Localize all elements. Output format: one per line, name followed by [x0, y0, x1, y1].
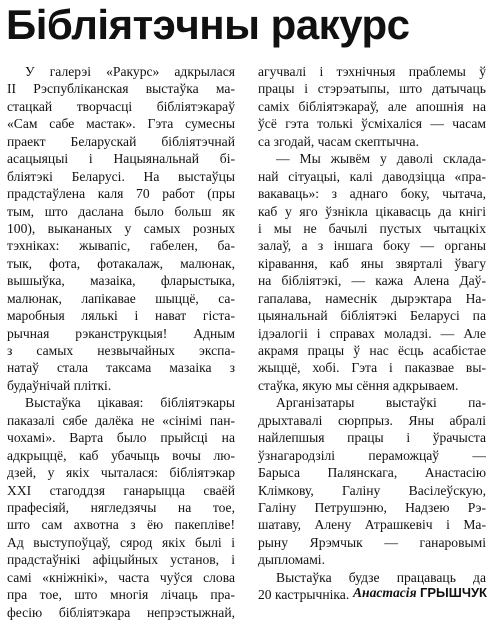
text-line: натаў стала таксама мазаіка з: [7, 360, 235, 376]
text-line: што сам ахвотна з ёю пакепліве!: [7, 517, 235, 533]
text-line: бліятэкі Беларусі. На выстаўцы: [7, 168, 235, 184]
text-line: асацыяцыі і Нацыянальнай бі-: [7, 151, 235, 167]
text-line: прадстаўлена каля 70 работ (пры: [7, 186, 235, 202]
text-line: будаўнічай пліткі.: [7, 377, 112, 393]
text-line: шатаву, Алену Атрашкевіч і Ма-: [258, 517, 486, 533]
text-line: адкрыццё, каб убачыць вочы лю-: [7, 447, 235, 463]
author-first-name: Анастасія: [352, 585, 417, 600]
text-line: ідэалогіі і справах моладзі. — Але: [258, 325, 486, 341]
text-line: дрыхтавалі сюрпрыз. Яны абралі: [258, 412, 486, 428]
text-line: вакаваць»: з аднаго боку, чытача,: [258, 186, 486, 202]
article-headline: Бібліятэчны ракурс: [6, 1, 410, 48]
text-line: тык, фота, фотакалаж, малюнак,: [7, 255, 235, 271]
author-signature: [353, 584, 487, 601]
article-column-left: [7, 63, 235, 621]
text-line: Галіну Петрушэню, Надзею Рэ-: [258, 499, 486, 515]
text-line: Арганізатары выстаўкі па-: [276, 395, 486, 411]
text-line: дзей, у якіх чыталася: бібліятэкар: [7, 465, 235, 481]
text-line: Выстаўка цікавая: бібліятэкары: [25, 395, 235, 411]
text-line: Выстаўка будзе працаваць да: [276, 569, 486, 585]
text-line: на бібліятэкі, — кажа Алена Даў-: [258, 273, 486, 289]
author-last-name: ГРЫШЧУК: [420, 585, 487, 600]
text-line: найлепшыя працы і ўрачыста: [258, 430, 486, 446]
text-line: 20 кастрычніка.: [258, 587, 350, 603]
text-line: маробныя лялькі і нават гіста-: [7, 308, 235, 324]
text-line: цыянальнай бібліятэкі Беларусі па: [258, 308, 486, 324]
text-line: — Мы жывём у даволі склада-: [276, 151, 486, 167]
text-line: II Рэспубліканская выстаўка ма-: [7, 81, 235, 97]
text-line: дыпломамі.: [258, 552, 325, 568]
text-line: гапалава, намеснік дырэктара На-: [258, 290, 486, 306]
text-line: залаў, а з іншага боку — органы: [258, 238, 486, 254]
text-line: са згодай, часам скептычна.: [258, 133, 419, 149]
text-line: каб у яго ўзнікла цікавасць да кнігі: [258, 203, 486, 219]
text-line: фесію бібліятэкара непрэстыжнай,: [7, 604, 235, 620]
text-line: агучвалі і тэхнічныя праблемы ў: [258, 64, 486, 79]
text-line: вышыўка, мазаіка, фларыстыка,: [7, 273, 235, 289]
text-line: акрамя працы ў нас ёсць асабістае: [258, 343, 486, 358]
text-line: 100), выкананых у самых розных: [7, 220, 235, 236]
text-line: Ад выступоўцаў, сярод якіх былі і: [7, 534, 235, 550]
text-line: «Сам сабе мастак». Гэта сумесны: [7, 116, 235, 132]
text-line: ўзнагародзілі пераможцаў —: [258, 447, 486, 463]
text-line: най сітуацыі, калі даводзіцца «пра-: [258, 168, 486, 184]
text-line: У галерэі «Ракурс» адкрылася: [25, 64, 235, 79]
text-line: ўсё гэта толькі ўсміхаліся — часам: [258, 116, 486, 132]
text-line: пра тое, што многія лічаць пра-: [7, 587, 235, 603]
text-line: XXI стагоддзя ганарыцца сваёй: [7, 482, 235, 498]
article-column-right: [258, 63, 486, 604]
text-line: рыну Ярэмчык — ганаровымі: [258, 534, 486, 550]
text-line: паказалі сябе далёка не «сінімі пан-: [7, 412, 235, 428]
text-line: чохамі». Варта было прыйсці на: [7, 430, 235, 446]
text-line: з самых незвычайных экспа-: [7, 343, 235, 358]
text-line: кіравання, каб яны звярталі ўвагу: [258, 255, 486, 271]
text-line: прафесіяй, нягледзячы на тое,: [7, 499, 235, 515]
text-line: Барыса Палянскага, Анастасію: [258, 465, 486, 481]
text-line: тэхніках: жывапіс, габелен, ба-: [7, 238, 235, 254]
text-line: праект Беларускай бібліятэчнай: [7, 133, 235, 149]
text-line: стаўка, якую мы сёння адкрываем.: [258, 377, 459, 393]
text-line: жыццё, хобі. Гэта і паказвае вы-: [258, 360, 486, 376]
text-line: саміх бібліятэкараў, але апошнія на: [258, 98, 486, 114]
text-line: тым, што даслана было больш як: [7, 203, 235, 219]
text-line: рычная рэканструкцыя! Адным: [7, 325, 235, 341]
text-line: стацкай творчасці бібліятэкараў: [7, 98, 235, 114]
text-line: малюнак, лапікавае шыццё, са-: [7, 290, 235, 306]
text-line: Клімкову, Галіну Васілеўскую,: [258, 482, 486, 498]
text-line: прадстаўнікі афіцыйных установ, і: [7, 552, 235, 568]
text-line: і мы не бачылі пустых чытацкіх: [258, 220, 486, 236]
text-line: працы і стэрэатыпы, што датычаць: [258, 81, 486, 97]
text-line: самі «кніжнікі», часта чуўся слова: [7, 569, 235, 585]
